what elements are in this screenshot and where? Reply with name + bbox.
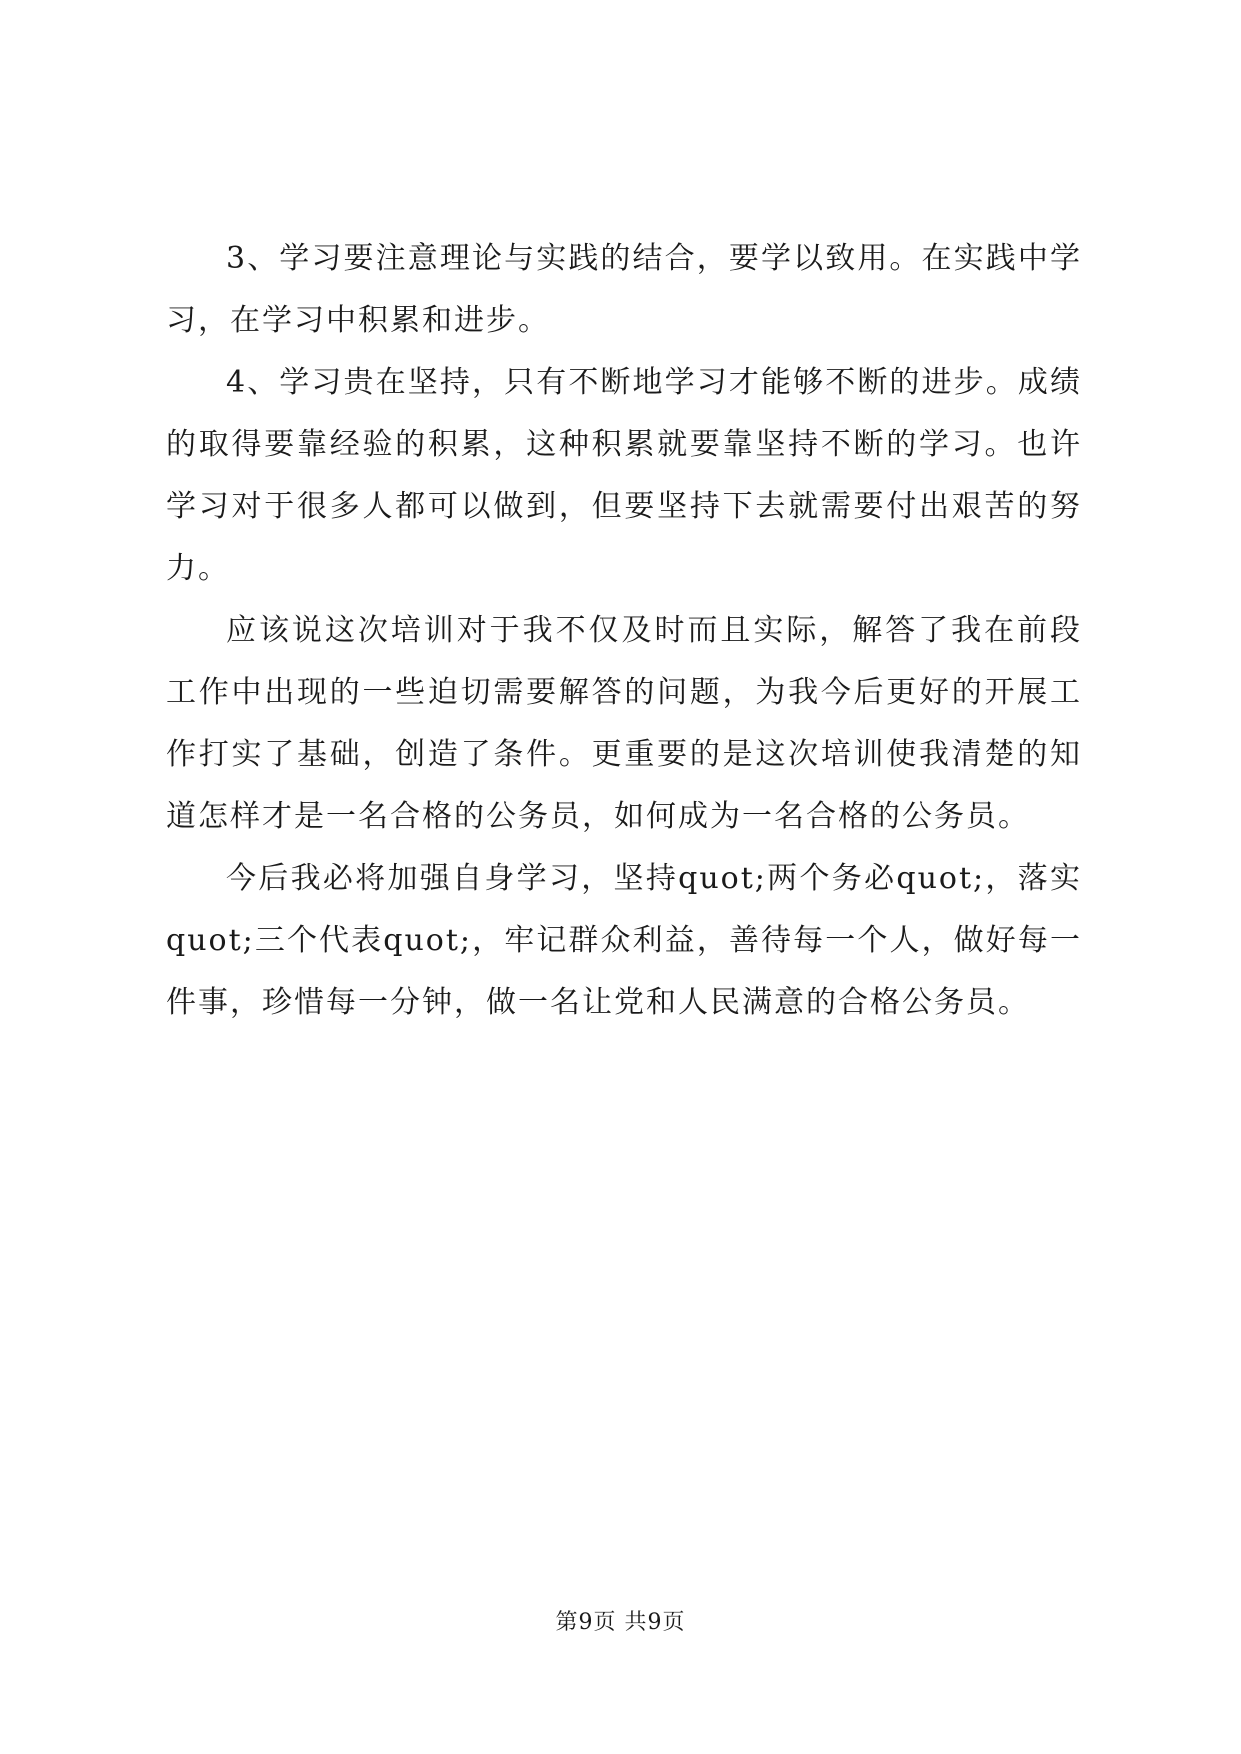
page-number-footer: 第9页 共9页 (555, 1610, 686, 1635)
paragraph: 今后我必将加强自身学习，坚持quot;两个务必quot;，落实quot;三个代表quot;，牢记群众利益，善待每一个人，做好每一件事，珍惜每一分钟，做一名让党和人民满意的合格公务员。 (166, 861, 1082, 1020)
paragraph: 4、学习贵在坚持，只有不断地学习才能够不断的进步。成绩的取得要靠经验的积累，这种积累就要靠坚持不断的学习。也许学习对于很多人都可以做到，但要坚持下去就需要付出艰苦的努力。 (166, 365, 1082, 586)
paragraph: 3、学习要注意理论与实践的结合，要学以致用。在实践中学习，在学习中积累和进步。 (166, 241, 1082, 338)
document-body (166, 228, 1082, 1034)
paragraph: 应该说这次培训对于我不仅及时而且实际，解答了我在前段工作中出现的一些迫切需要解答的问题，为我今后更好的开展工作打实了基础，创造了条件。更重要的是这次培训使我清楚的知道怎样才是一名合格的公务员，如何成为一名合格的公务员。 (166, 613, 1082, 834)
